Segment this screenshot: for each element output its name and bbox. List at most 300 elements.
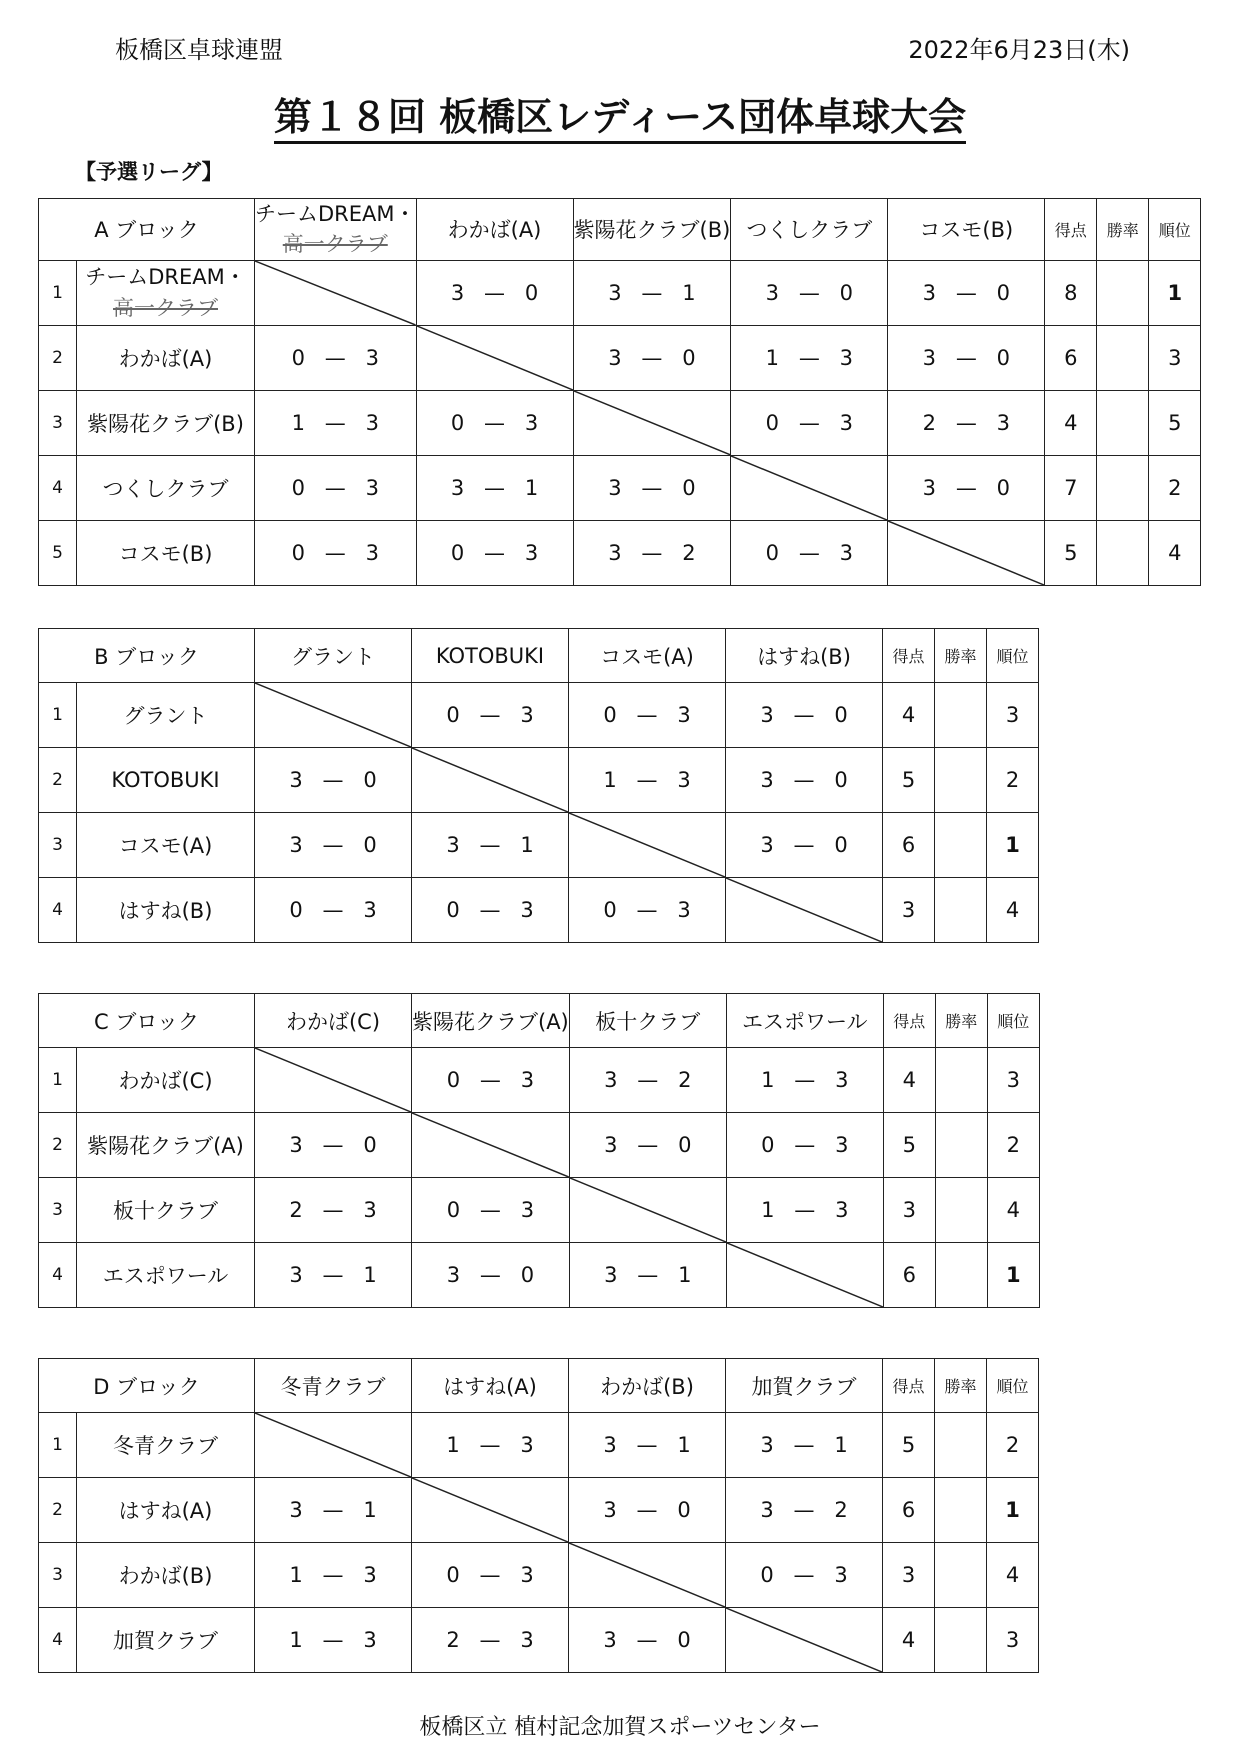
games-won: 1 <box>446 1433 460 1457</box>
games-won: 0 <box>446 1068 461 1092</box>
score-dash: — <box>641 280 663 305</box>
winrate-cell <box>935 1048 987 1113</box>
games-lost: 0 <box>363 768 377 792</box>
table-row <box>39 1178 1040 1243</box>
games-won: 3 <box>450 280 465 305</box>
winrate-cell <box>935 1178 987 1243</box>
league-table <box>38 628 1039 943</box>
self-match-cell <box>255 1413 412 1478</box>
team-name <box>77 1543 255 1608</box>
winrate-cell <box>935 1113 987 1178</box>
score-dash: — <box>793 1563 815 1587</box>
score-dash: — <box>479 703 501 727</box>
match-score <box>255 748 412 813</box>
rank-header: 順位 <box>987 1359 1039 1413</box>
diagonal-line <box>255 683 411 747</box>
games-won: 0 <box>289 898 303 922</box>
winrate-cell <box>935 748 987 813</box>
score-dash: — <box>324 475 346 500</box>
event-date: 2022年6月23日(木) <box>908 36 1130 64</box>
match-score <box>416 260 573 325</box>
diagonal-line <box>412 748 568 812</box>
games-won: 3 <box>446 833 460 857</box>
points-cell: 5 <box>883 748 935 813</box>
match-score <box>412 1608 569 1673</box>
self-match-cell <box>569 1178 726 1243</box>
self-match-cell <box>255 1048 412 1113</box>
table-row <box>39 813 1039 878</box>
team-name-text: わかば(A) <box>118 346 213 371</box>
match-score <box>569 683 726 748</box>
games-won: 3 <box>760 703 774 727</box>
games-lost: 0 <box>677 1628 691 1652</box>
opponent-header <box>412 629 569 683</box>
match-score <box>569 1478 726 1543</box>
games-won: 1 <box>289 1563 303 1587</box>
games-won: 3 <box>608 540 622 565</box>
score-dash: — <box>641 540 663 565</box>
match-score <box>412 1543 569 1608</box>
winrate-cell <box>935 1608 987 1673</box>
games-lost: 1 <box>834 1433 848 1457</box>
games-won: 3 <box>760 1498 774 1522</box>
score-dash: — <box>322 1133 344 1157</box>
score-dash: — <box>636 1628 658 1652</box>
points-header: 得点 <box>883 994 935 1048</box>
winrate-cell <box>1097 325 1149 390</box>
match-score <box>731 260 888 325</box>
table-row <box>39 748 1039 813</box>
team-name <box>77 878 255 943</box>
team-name-text: 紫陽花クラブ(B) <box>87 411 244 436</box>
opponent-header <box>573 199 731 261</box>
points-cell: 6 <box>883 1478 935 1543</box>
games-lost: 3 <box>363 1628 377 1652</box>
games-won: 2 <box>289 1198 303 1222</box>
games-won: 0 <box>291 475 305 500</box>
points-cell: 8 <box>1045 260 1097 325</box>
match-score <box>726 1413 883 1478</box>
team-name-text: 加賀クラブ <box>113 1629 218 1653</box>
score-dash: — <box>641 475 663 500</box>
self-match-cell <box>573 390 731 455</box>
league-table <box>38 1358 1039 1673</box>
score-dash: — <box>322 833 344 857</box>
self-match-cell <box>255 260 417 325</box>
score-dash: — <box>793 1498 815 1522</box>
self-match-cell <box>569 1543 726 1608</box>
match-score <box>255 1608 412 1673</box>
match-score <box>255 390 417 455</box>
team-number: 1 <box>39 683 77 748</box>
opponent-header <box>255 994 412 1048</box>
table-row <box>39 1478 1039 1543</box>
games-won: 0 <box>446 1198 461 1222</box>
block-b-table <box>38 628 1039 943</box>
winrate-cell <box>935 1413 987 1478</box>
rank-cell: 1 <box>987 1243 1039 1308</box>
match-score <box>573 520 731 585</box>
match-score <box>412 813 569 878</box>
games-lost: 1 <box>682 280 696 305</box>
diagonal-line <box>726 878 882 942</box>
self-match-cell <box>412 748 569 813</box>
rank-cell: 2 <box>987 748 1039 813</box>
match-score <box>255 1178 412 1243</box>
games-lost: 3 <box>839 345 853 370</box>
games-lost: 0 <box>524 280 539 305</box>
match-score <box>726 1543 883 1608</box>
header-row <box>39 629 1039 683</box>
opponent-header <box>569 994 726 1048</box>
opponent-name: グラント <box>291 644 375 669</box>
points-cell: 5 <box>883 1413 935 1478</box>
winrate-cell <box>935 878 987 943</box>
team-number: 2 <box>39 1113 77 1178</box>
team-name-text: はすね(B) <box>118 899 213 923</box>
diagonal-line <box>731 456 887 520</box>
diagonal-line <box>417 326 573 390</box>
points-cell: 6 <box>883 813 935 878</box>
winrate-header: 勝率 <box>935 1359 987 1413</box>
score-dash: — <box>479 1433 501 1457</box>
score-dash: — <box>479 1563 501 1587</box>
opponent-header <box>569 1359 726 1413</box>
score-dash: — <box>793 833 815 857</box>
opponent-name: コスモ(B) <box>919 218 1014 243</box>
rank-cell: 1 <box>1149 260 1201 325</box>
points-header: 得点 <box>883 629 935 683</box>
score-dash: — <box>637 1068 659 1092</box>
games-won: 3 <box>765 280 779 305</box>
opponent-name: KOTOBUKI <box>435 643 545 668</box>
games-won: 3 <box>760 768 774 792</box>
games-won: 3 <box>760 1433 774 1457</box>
team-name <box>77 260 255 325</box>
games-lost: 0 <box>834 833 848 857</box>
match-score <box>416 390 573 455</box>
team-name-text: わかば(C) <box>118 1069 213 1093</box>
self-match-cell <box>569 813 726 878</box>
games-won: 3 <box>604 1133 618 1157</box>
games-lost: 0 <box>682 475 696 500</box>
score-dash: — <box>798 540 820 565</box>
score-dash: — <box>479 1263 501 1287</box>
opponent-name: わかば(B) <box>600 1374 694 1399</box>
match-score <box>569 1048 726 1113</box>
games-lost: 1 <box>677 1433 691 1457</box>
match-score <box>255 1243 412 1308</box>
team-name <box>77 520 255 585</box>
games-won: 0 <box>446 1563 460 1587</box>
opponent-header <box>726 1359 883 1413</box>
venue-footer: 板橋区立 植村記念加賀スポーツセンター <box>419 1715 821 1740</box>
opponent-header <box>412 994 570 1048</box>
team-number: 1 <box>39 1048 77 1113</box>
diagonal-line <box>727 1243 883 1307</box>
team-number: 1 <box>39 1413 77 1478</box>
opponent-name: コスモ(A) <box>600 644 694 669</box>
block-name: A ブロック <box>39 199 255 261</box>
diagonal-line <box>412 1113 569 1177</box>
match-score <box>412 1413 569 1478</box>
block-name: C ブロック <box>39 994 255 1048</box>
block-name: B ブロック <box>39 629 255 683</box>
team-number: 3 <box>39 1178 77 1243</box>
opponent-name: 紫陽花クラブ(B) <box>573 218 731 243</box>
match-score <box>731 390 888 455</box>
team-name <box>77 390 255 455</box>
games-lost: 1 <box>520 833 534 857</box>
games-won: 3 <box>922 345 936 370</box>
games-lost: 0 <box>839 280 853 305</box>
team-number: 5 <box>39 520 77 585</box>
games-lost: 0 <box>677 1498 691 1522</box>
points-cell: 5 <box>883 1113 935 1178</box>
opponent-header <box>888 199 1045 261</box>
score-dash: — <box>636 1498 658 1522</box>
header-row <box>39 199 1201 261</box>
table-row <box>39 1113 1040 1178</box>
score-dash: — <box>794 1198 816 1222</box>
match-score <box>255 455 417 520</box>
points-cell: 4 <box>883 1048 935 1113</box>
score-dash: — <box>793 703 815 727</box>
opponent-header <box>569 629 726 683</box>
games-won: 3 <box>760 833 774 857</box>
games-lost: 2 <box>682 540 696 565</box>
match-score <box>888 325 1045 390</box>
games-lost: 3 <box>835 1198 849 1222</box>
diagonal-line <box>726 1608 882 1672</box>
score-dash: — <box>637 1133 659 1157</box>
match-score <box>726 748 883 813</box>
match-score <box>726 813 883 878</box>
games-won: 0 <box>450 410 465 435</box>
games-won: 3 <box>289 1263 303 1287</box>
match-score <box>573 260 731 325</box>
points-cell: 6 <box>1045 325 1097 390</box>
self-match-cell <box>412 1113 570 1178</box>
match-score <box>416 520 573 585</box>
block-d-table <box>38 1358 1039 1673</box>
score-dash: — <box>793 768 815 792</box>
opponent-name: わかば(A) <box>447 218 542 243</box>
winrate-header: 勝率 <box>1097 199 1149 261</box>
games-won: 1 <box>289 1628 303 1652</box>
rank-header: 順位 <box>1149 199 1201 261</box>
games-lost: 0 <box>682 345 696 370</box>
opponent-name: つくしクラブ <box>746 218 873 243</box>
diagonal-line <box>569 1543 725 1607</box>
rank-cell: 2 <box>987 1413 1039 1478</box>
score-dash: — <box>798 280 820 305</box>
match-score <box>412 1243 570 1308</box>
match-score <box>888 390 1045 455</box>
table-row <box>39 455 1201 520</box>
team-name-text: コスモ(A) <box>118 834 213 858</box>
team-name <box>77 1413 255 1478</box>
section-heading: 【予選リーグ】 <box>75 160 223 184</box>
match-score <box>255 813 412 878</box>
points-cell: 7 <box>1045 455 1097 520</box>
score-dash: — <box>479 898 501 922</box>
games-lost: 1 <box>524 475 539 500</box>
winrate-cell <box>935 1243 987 1308</box>
games-lost: 0 <box>678 1133 692 1157</box>
diagonal-line <box>570 1178 726 1242</box>
team-name-struck: 高一クラブ <box>113 295 218 320</box>
table-row <box>39 260 1201 325</box>
points-cell: 3 <box>883 1178 935 1243</box>
team-name <box>77 1243 255 1308</box>
score-dash: — <box>798 410 820 435</box>
team-name-text: エスポワール <box>102 1264 229 1288</box>
winrate-cell <box>935 1478 987 1543</box>
team-name <box>77 1478 255 1543</box>
opponent-header <box>726 994 883 1048</box>
winrate-header: 勝率 <box>935 994 987 1048</box>
games-won: 3 <box>604 1068 618 1092</box>
match-score <box>255 1543 412 1608</box>
diagonal-line <box>574 391 731 455</box>
points-header: 得点 <box>1045 199 1097 261</box>
games-lost: 3 <box>677 703 691 727</box>
rank-cell: 4 <box>987 1178 1039 1243</box>
opponent-header <box>412 1359 569 1413</box>
score-dash: — <box>955 280 977 305</box>
games-won: 0 <box>760 1563 774 1587</box>
score-dash: — <box>484 410 506 435</box>
games-won: 2 <box>922 410 936 435</box>
points-cell: 3 <box>883 1543 935 1608</box>
match-score <box>888 260 1045 325</box>
games-lost: 3 <box>524 410 539 435</box>
diagonal-line <box>255 1048 411 1112</box>
games-lost: 3 <box>520 1433 534 1457</box>
rank-header: 順位 <box>987 629 1039 683</box>
team-name <box>77 683 255 748</box>
points-cell: 4 <box>883 1608 935 1673</box>
team-name <box>77 455 255 520</box>
table-row <box>39 878 1039 943</box>
block-a-table <box>38 198 1201 586</box>
match-score <box>726 1113 883 1178</box>
games-won: 0 <box>450 540 465 565</box>
diagonal-line <box>255 261 416 325</box>
score-dash: — <box>955 410 977 435</box>
table-row <box>39 1608 1039 1673</box>
rank-cell: 4 <box>987 1543 1039 1608</box>
self-match-cell <box>731 455 888 520</box>
games-won: 3 <box>608 475 622 500</box>
rank-cell: 2 <box>987 1113 1039 1178</box>
match-score <box>569 1243 726 1308</box>
rank-cell: 3 <box>987 683 1039 748</box>
score-dash: — <box>324 410 346 435</box>
team-name <box>77 1178 255 1243</box>
team-number: 3 <box>39 1543 77 1608</box>
rank-cell: 2 <box>1149 455 1201 520</box>
score-dash: — <box>324 540 346 565</box>
match-score <box>255 325 417 390</box>
games-won: 3 <box>608 280 622 305</box>
games-lost: 0 <box>834 703 848 727</box>
score-dash: — <box>322 1263 344 1287</box>
score-dash: — <box>484 280 506 305</box>
score-dash: — <box>324 345 346 370</box>
table-row <box>39 1543 1039 1608</box>
games-won: 3 <box>289 833 303 857</box>
table-row <box>39 1413 1039 1478</box>
games-lost: 3 <box>520 1198 535 1222</box>
games-won: 1 <box>603 768 617 792</box>
winrate-header: 勝率 <box>935 629 987 683</box>
match-score <box>569 1113 726 1178</box>
games-lost: 3 <box>839 540 853 565</box>
score-dash: — <box>479 1198 501 1222</box>
games-won: 3 <box>922 280 936 305</box>
team-number: 2 <box>39 748 77 813</box>
games-won: 3 <box>604 1263 618 1287</box>
opponent-name-struck: 高一クラブ <box>282 232 388 257</box>
games-lost: 3 <box>365 475 379 500</box>
games-won: 3 <box>450 475 465 500</box>
self-match-cell <box>726 1243 883 1308</box>
points-cell: 4 <box>1045 390 1097 455</box>
games-lost: 3 <box>835 1133 849 1157</box>
team-name <box>77 748 255 813</box>
team-number: 4 <box>39 1243 77 1308</box>
title-text: 第１８回 板橋区レディース団体卓球大会 <box>274 95 966 144</box>
games-lost: 3 <box>839 410 853 435</box>
table-row <box>39 520 1201 585</box>
games-won: 3 <box>603 1628 617 1652</box>
games-lost: 0 <box>996 280 1010 305</box>
rank-cell: 1 <box>987 813 1039 878</box>
winrate-cell <box>935 1543 987 1608</box>
team-name-text: コスモ(B) <box>118 541 213 566</box>
team-name-text: つくしクラブ <box>102 476 229 501</box>
diagonal-line <box>569 813 725 877</box>
points-cell: 6 <box>883 1243 935 1308</box>
rank-cell: 1 <box>987 1478 1039 1543</box>
opponent-header <box>255 1359 412 1413</box>
score-dash: — <box>793 1433 815 1457</box>
team-name-text: グラント <box>123 704 208 728</box>
rank-cell: 3 <box>1149 325 1201 390</box>
opponent-name: 加賀クラブ <box>751 1374 857 1399</box>
team-name-text: 冬青クラブ <box>113 1434 218 1458</box>
page-title <box>0 86 1240 141</box>
games-won: 2 <box>446 1628 460 1652</box>
games-lost: 0 <box>520 1263 535 1287</box>
table-row <box>39 683 1039 748</box>
header-row <box>39 994 1040 1048</box>
rank-cell: 3 <box>987 1048 1039 1113</box>
match-score <box>731 520 888 585</box>
table-row <box>39 325 1201 390</box>
games-lost: 3 <box>520 1068 535 1092</box>
games-lost: 1 <box>363 1263 377 1287</box>
team-name-text: 紫陽花クラブ(A) <box>87 1134 244 1158</box>
score-dash: — <box>794 1133 816 1157</box>
match-score <box>412 683 569 748</box>
diagonal-line <box>888 521 1044 585</box>
games-lost: 3 <box>524 540 539 565</box>
games-lost: 3 <box>835 1068 849 1092</box>
points-header: 得点 <box>883 1359 935 1413</box>
